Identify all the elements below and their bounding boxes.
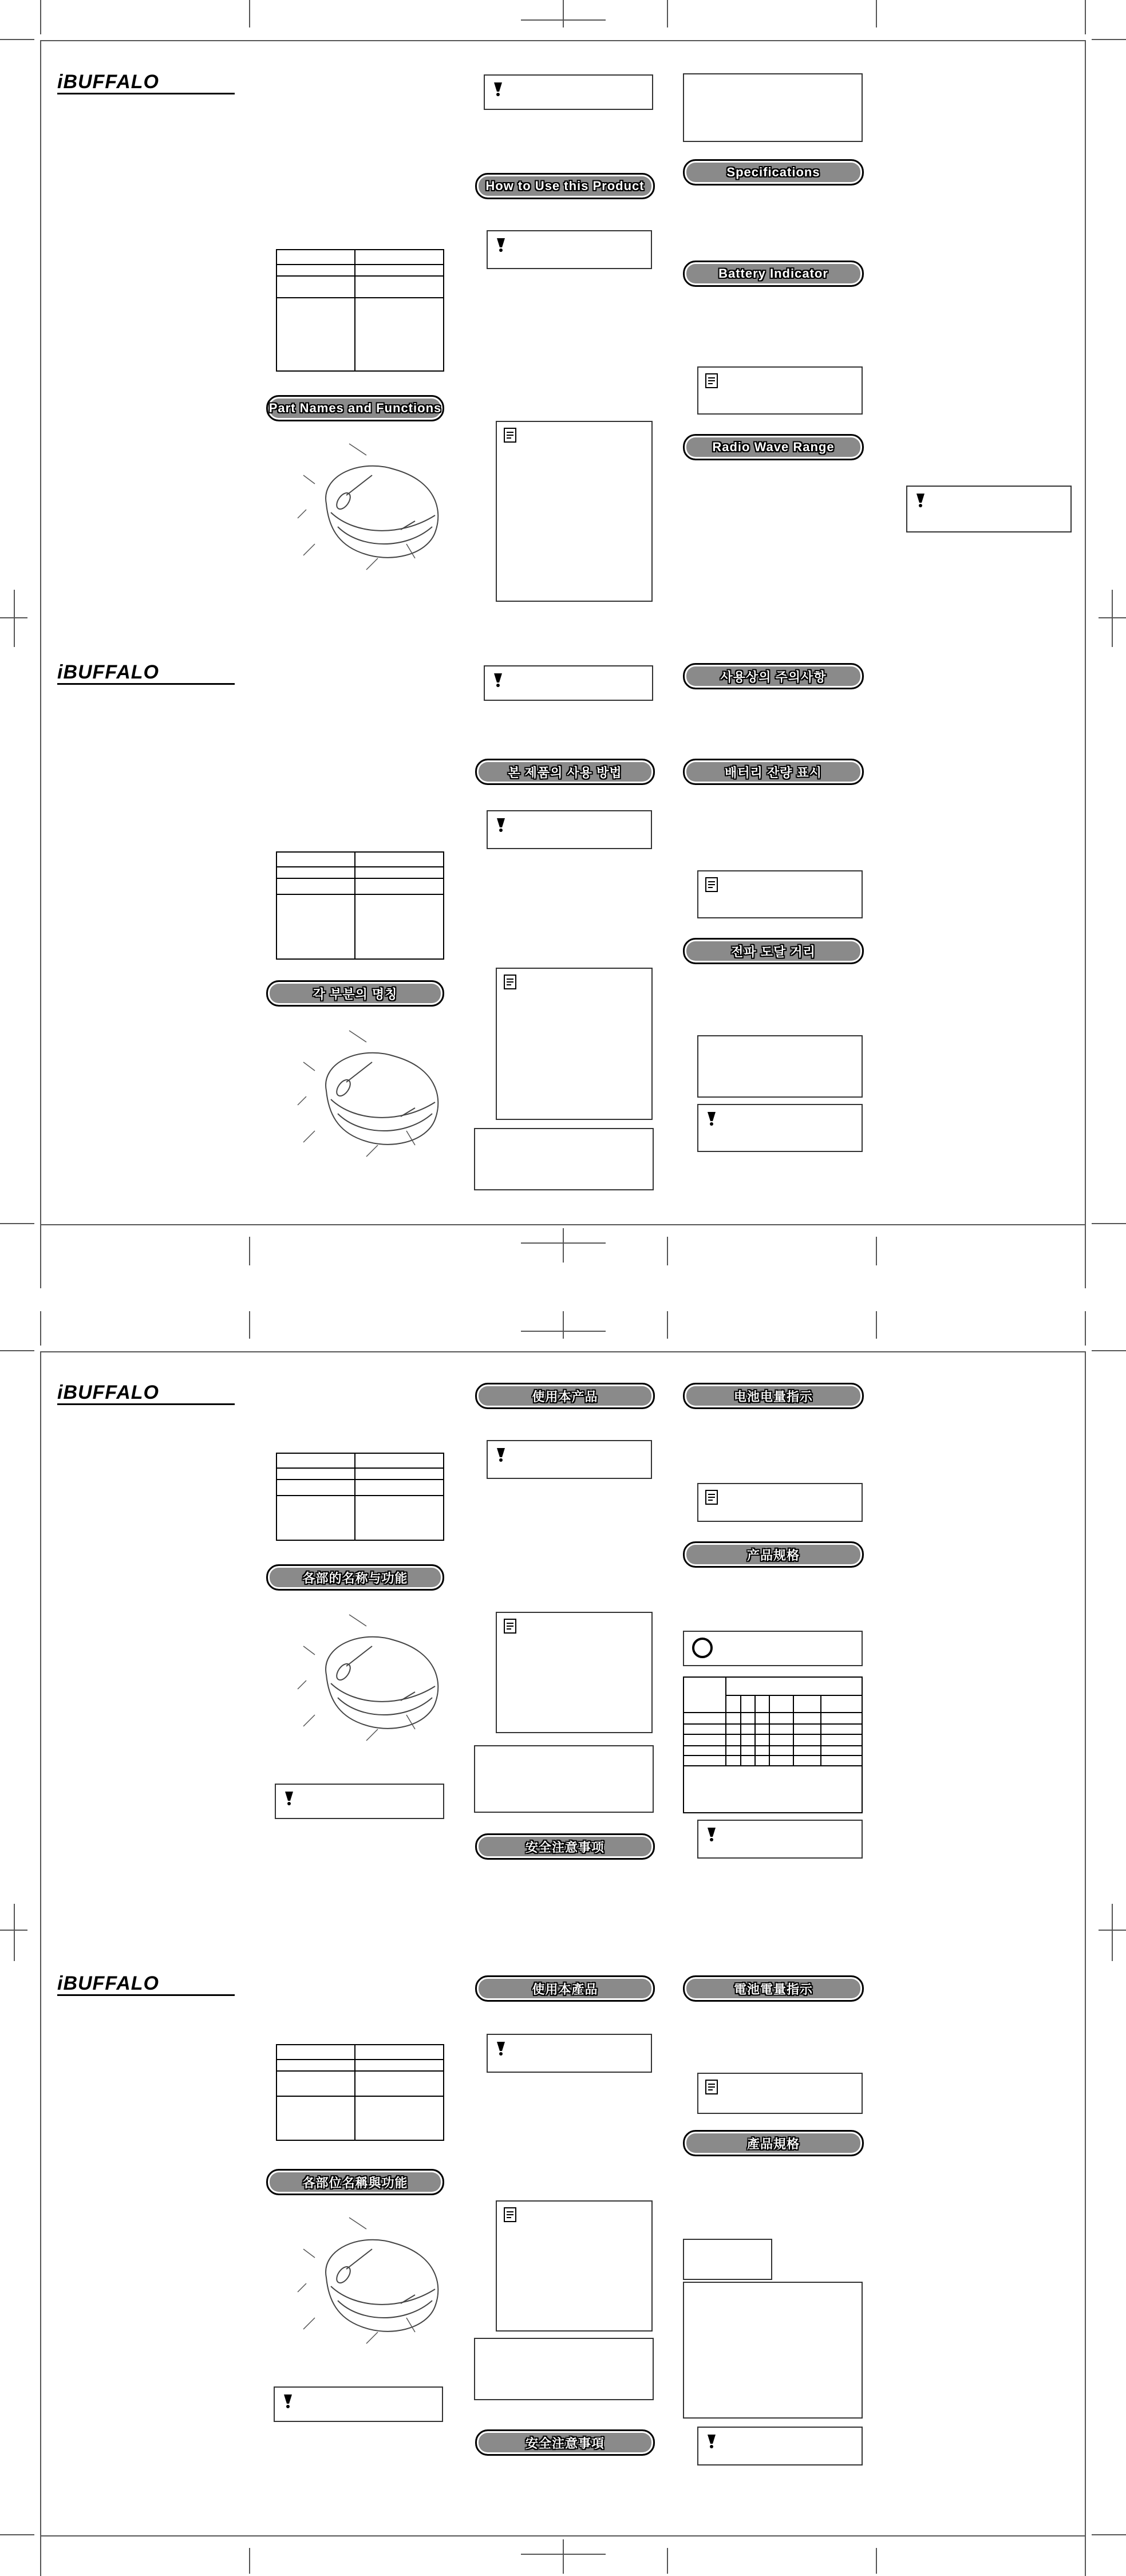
crop-mark [249, 0, 250, 27]
note-icon [704, 1489, 719, 1506]
crop-mark [563, 1228, 564, 1263]
crop-mark [40, 1311, 41, 1346]
crop-mark [40, 0, 41, 34]
note-box [697, 2073, 863, 2114]
note-icon [704, 372, 719, 389]
section-banner [475, 1833, 655, 1860]
info-box [474, 1745, 654, 1813]
section-banner [683, 759, 864, 785]
note-box [697, 366, 863, 415]
caution-icon [282, 1789, 297, 1806]
banner-label: 使用本产品 [532, 1389, 598, 1404]
section-banner [475, 759, 655, 785]
crop-mark [1092, 39, 1126, 40]
section-banner [683, 434, 864, 460]
info-box [683, 2282, 863, 2419]
logo-rule [57, 1403, 235, 1405]
crop-mark [876, 0, 877, 27]
banner-label: 各部的名称与功能 [302, 1571, 408, 1585]
section-banner [683, 2130, 864, 2156]
caution-icon [493, 2040, 508, 2057]
caution-box [697, 1104, 863, 1152]
section-banner [266, 980, 444, 1007]
crop-mark [249, 1237, 250, 1265]
banner-label: How to Use this Product [485, 179, 645, 193]
crop-mark [14, 1904, 15, 1961]
banner-label: 電池電量指示 [733, 1982, 813, 1997]
banner-label: 使用本產品 [532, 1982, 598, 1997]
note-icon [704, 2078, 719, 2096]
caution-box [484, 74, 653, 110]
banner-label: 전파 도달 거리 [731, 944, 816, 959]
logo-rule [57, 683, 235, 685]
info-box [474, 2338, 654, 2400]
caution-icon [491, 80, 505, 97]
section-banner [683, 261, 864, 287]
crop-mark [1085, 1225, 1086, 1288]
crop-mark [1112, 1904, 1113, 1961]
note-box [496, 421, 653, 602]
section-banner [475, 2429, 655, 2456]
crop-mark [667, 1237, 668, 1265]
caution-box [274, 2386, 443, 2422]
banner-label: 본 제품의 사용 방법 [508, 765, 622, 780]
note-box [496, 968, 653, 1120]
section-banner [683, 159, 864, 186]
note-box [496, 1612, 653, 1733]
crop-mark [249, 2548, 250, 2574]
crop-mark [40, 1225, 41, 1288]
crop-mark [667, 2548, 668, 2574]
caution-box [484, 665, 653, 701]
hazardous-substance-table [683, 1676, 863, 1813]
banner-label: 安全注意事項 [525, 2436, 605, 2451]
banner-label: 產品規格 [746, 2136, 800, 2151]
crop-mark [40, 2536, 41, 2576]
section-banner [683, 1541, 864, 1568]
caution-box [697, 2427, 863, 2465]
section-banner [683, 663, 864, 689]
banner-label: 사용상의 주의사항 [720, 669, 827, 684]
crop-mark [249, 1311, 250, 1339]
crop-mark [563, 2539, 564, 2574]
caution-icon [704, 1825, 719, 1843]
caution-box [487, 810, 652, 849]
caution-icon [493, 816, 508, 833]
crop-mark [1092, 1350, 1126, 1351]
recycle-icon [691, 1636, 714, 1659]
logo-rule [57, 93, 235, 94]
note-box [496, 2200, 653, 2332]
crop-mark [667, 0, 668, 27]
caution-box [697, 1820, 863, 1859]
brand-logo: iBUFFALO [57, 71, 159, 93]
crop-mark [563, 0, 564, 27]
crop-mark [0, 1223, 34, 1224]
mouse-diagram [292, 1028, 447, 1165]
banner-label: 배터리 잔량 표시 [725, 765, 822, 780]
brand-logo: iBUFFALO [57, 1973, 159, 1994]
crop-mark [14, 590, 15, 647]
section-banner [266, 2169, 444, 2195]
crop-mark [1112, 590, 1113, 647]
caution-box [275, 1784, 444, 1819]
info-box [697, 1035, 863, 1098]
section-banner [266, 395, 444, 421]
crop-mark [876, 1311, 877, 1339]
crop-mark [0, 1350, 34, 1351]
section-banner [475, 173, 655, 199]
banner-label: 各部位名稱與功能 [302, 2175, 408, 2190]
info-box [683, 2239, 772, 2280]
caution-icon [913, 491, 928, 508]
caution-box [487, 1440, 652, 1479]
caution-box [487, 2034, 652, 2073]
spec-table [276, 249, 444, 372]
note-box [697, 870, 863, 918]
mouse-diagram [292, 2215, 447, 2352]
crop-mark [1085, 2536, 1086, 2576]
recycle-box [683, 1631, 863, 1666]
crop-mark [1092, 1223, 1126, 1224]
note-box [697, 1483, 863, 1522]
crop-mark [0, 39, 34, 40]
caution-box [906, 486, 1072, 532]
caution-icon [493, 1446, 508, 1463]
crop-mark [1092, 2534, 1126, 2535]
note-icon [503, 2206, 517, 2223]
caution-icon [491, 671, 505, 688]
banner-label: 电池电量指示 [733, 1389, 813, 1404]
spec-table [276, 2044, 444, 2141]
spec-table [276, 1453, 444, 1541]
crop-mark [0, 2534, 34, 2535]
caution-icon [280, 2392, 295, 2409]
banner-label: Part Names and Functions [268, 401, 442, 415]
note-icon [503, 427, 517, 444]
crop-mark [667, 1311, 668, 1339]
logo-rule [57, 1994, 235, 1996]
section-banner [683, 1975, 864, 2002]
banner-label: Specifications [726, 165, 820, 179]
section-banner [475, 1383, 655, 1409]
info-box [474, 1128, 654, 1190]
mouse-diagram [292, 1612, 447, 1749]
section-banner [266, 1564, 444, 1591]
brand-logo: iBUFFALO [57, 1382, 159, 1403]
crop-mark [1085, 0, 1086, 34]
banner-label: Radio Wave Range [712, 440, 835, 454]
mouse-diagram [292, 441, 447, 578]
caution-icon [704, 1110, 719, 1127]
note-icon [704, 876, 719, 893]
spec-table [276, 851, 444, 960]
section-banner [475, 1975, 655, 2002]
brand-logo: iBUFFALO [57, 661, 159, 683]
crop-mark [1085, 1311, 1086, 1346]
crop-mark [876, 2548, 877, 2574]
caution-icon [704, 2432, 719, 2449]
caution-icon [493, 236, 508, 253]
caution-box [487, 230, 652, 269]
banner-label: Battery Indicator [718, 266, 828, 281]
crop-mark [563, 1311, 564, 1339]
banner-label: 产品规格 [746, 1548, 800, 1563]
crop-mark [876, 1237, 877, 1265]
section-banner [683, 1383, 864, 1409]
info-box [683, 73, 863, 142]
section-banner [683, 938, 864, 964]
note-icon [503, 973, 517, 991]
banner-label: 安全注意事项 [525, 1840, 605, 1855]
note-icon [503, 1618, 517, 1635]
banner-label: 각 부분의 명칭 [313, 987, 398, 1001]
